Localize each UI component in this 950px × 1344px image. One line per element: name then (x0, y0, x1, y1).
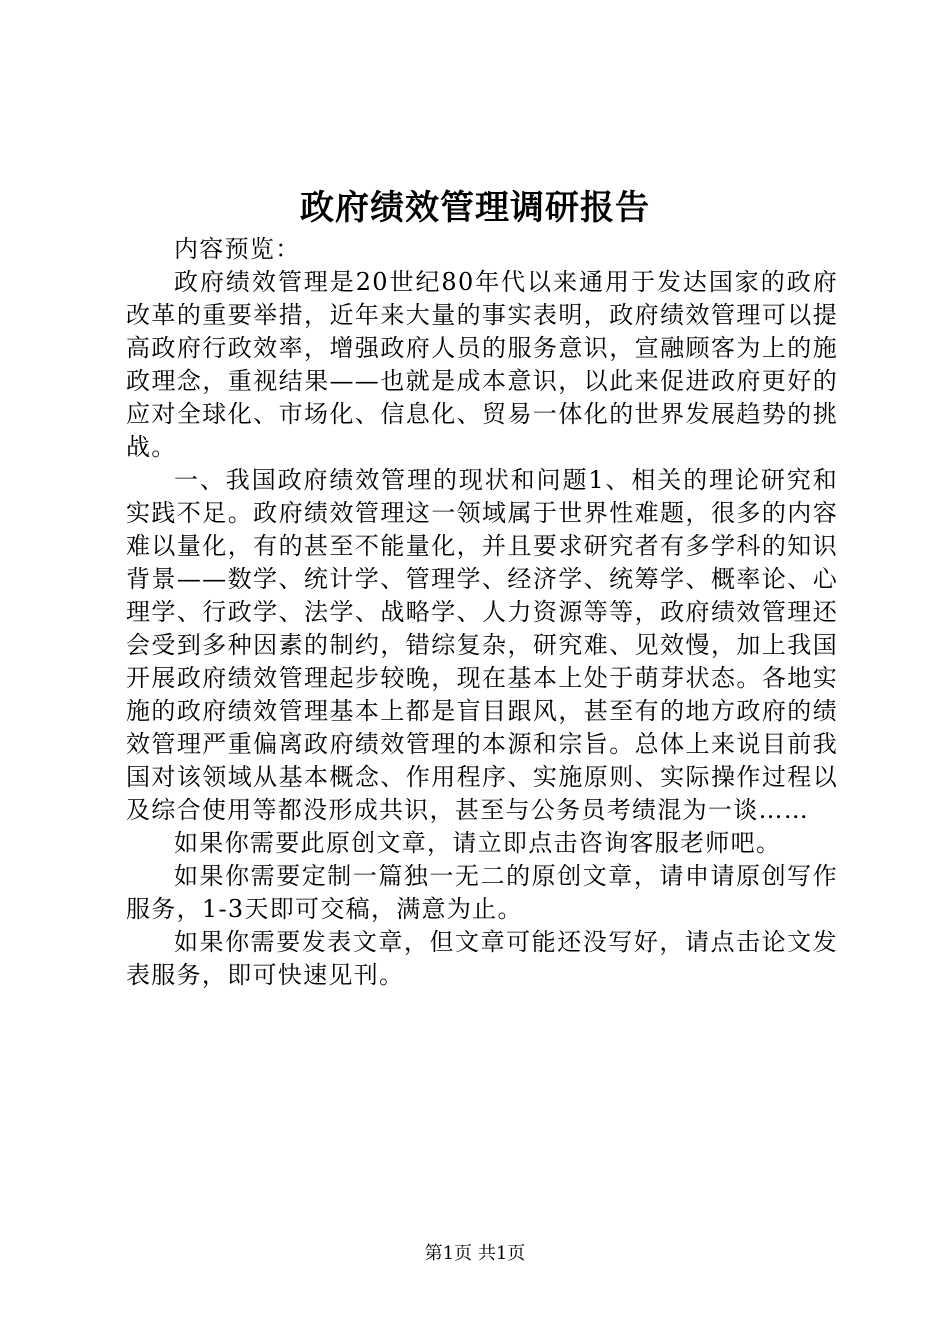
paragraph-custom-writing[interactable]: 如果你需要定制一篇独一无二的原创文章，请申请原创写作服务，1-3天即可交稿，满意为止。 (126, 862, 838, 923)
paragraph-publish-service[interactable]: 如果你需要发表文章，但文章可能还没写好，请点击论文发表服务，即可快速见刊。 (126, 928, 838, 989)
paragraph-consult-link[interactable]: 如果你需要此原创文章，请立即点击咨询客服老师吧。 (174, 829, 782, 857)
preview-label: 内容预览： (174, 235, 301, 263)
page-footer: 第1页 共1页 (424, 1243, 526, 1264)
document-body (126, 233, 838, 992)
paragraph-intro: 政府绩效管理是20世纪80年代以来通用于发达国家的政府改革的重要举措，近年来大量的事实表明，政府绩效管理可以提高政府行政效率，增强政府人员的服务意识，宣融顾客为上的施政理念，重视结果——也就是成本意识，以此来促进政府更好的应对全球化、市场化、信息化、贸易一体化的世界发展趋势的挑战。 (126, 268, 838, 461)
document-title: 政府绩效管理调研报告 (300, 188, 650, 228)
paragraph-section-one: 一、我国政府绩效管理的现状和问题1、相关的理论研究和实践不足。政府绩效管理这一领域属于世界性难题，很多的内容难以量化，有的甚至不能量化，并且要求研究者有多学科的知识背景——数学、统计学、管理学、经济学、统筹学、概率论、心理学、行政学、法学、战略学、人力资源等等，政府绩效管理还会受到多种因素的制约，错综复杂，研究难、见效慢，加上我国开展政府绩效管理起步较晚，现在基本上处于萌芽状态。各地实施的政府绩效管理基本上都是盲目跟风，甚至有的地方政府的绩效管理严重偏离政府绩效管理的本源和宗旨。总体上来说目前我国对该领域从基本概念、作用程序、实施原则、实际操作过程以及综合使用等都没形成共识，甚至与公务员考绩混为一谈…… (126, 466, 838, 824)
